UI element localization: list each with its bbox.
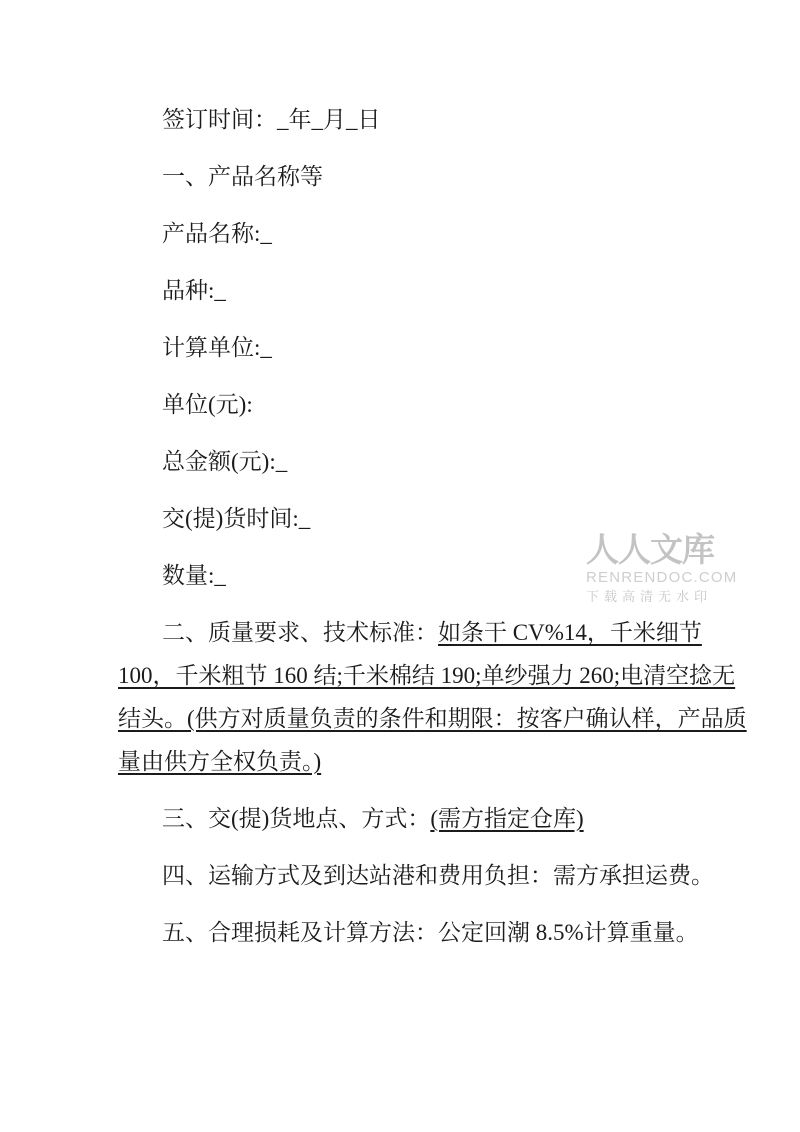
field-variety-paragraph: [118, 269, 747, 312]
section2-line-2: [118, 654, 747, 697]
sign-date-paragraph: [118, 98, 747, 141]
section5-line: 五、合理损耗及计算方法：公定回潮 8.5%计算重量。: [162, 920, 699, 945]
field-unit-price-paragraph: [118, 383, 747, 426]
field-total-amount-paragraph: [118, 440, 747, 483]
section5-paragraph: [118, 911, 747, 954]
section2-underlined-segment-2: 100，千米粗节 160 结;千米棉结 190;单纱强力 260;电清空捻无: [118, 663, 736, 688]
section2-line-3: [118, 697, 747, 740]
field-unit-price: 单位(元):: [162, 392, 253, 417]
section2-paragraph: [118, 611, 747, 783]
section1-heading-paragraph: [118, 155, 747, 198]
watermark-domain-text: RENRENDOC.COM: [586, 569, 738, 586]
field-quantity: 数量:_: [162, 563, 226, 588]
field-product-name: 产品名称:_: [162, 221, 272, 246]
section2-underlined-segment-3: 结头。(供方对质量负责的条件和期限：按客户确认样，产品质: [118, 706, 747, 731]
section3-lead: 三、交(提)货地点、方式：: [162, 806, 431, 831]
section4-line: 四、运输方式及到达站港和费用负担：需方承担运费。: [162, 863, 714, 888]
section3-underlined-segment: (需方指定仓库): [430, 806, 584, 831]
field-total-amount: 总金额(元):_: [162, 449, 288, 474]
field-unit-of-measure: 计算单位:_: [162, 335, 272, 360]
contract-body: [118, 98, 747, 968]
section2-line-4: [118, 740, 747, 783]
field-unit-of-measure-paragraph: [118, 326, 747, 369]
field-quantity-paragraph: [118, 554, 747, 597]
section3-paragraph: [118, 797, 747, 840]
watermark-logo-text: 人人文库: [586, 531, 714, 568]
watermark-tagline-text: 下载高清无水印: [586, 589, 713, 604]
field-delivery-time: 交(提)货时间:_: [162, 506, 311, 531]
field-delivery-time-paragraph: [118, 497, 747, 540]
section3-line: [118, 797, 747, 840]
section4-paragraph: [118, 854, 747, 897]
section2-line-1: [118, 611, 747, 654]
section1-heading: 一、产品名称等: [162, 164, 323, 189]
section2-underlined-segment-1: 如条干 CV%14，千米细节: [438, 620, 702, 645]
field-product-name-paragraph: [118, 212, 747, 255]
section2-underlined-segment-4: 量由供方全权负责。): [118, 749, 322, 774]
field-variety: 品种:_: [162, 278, 226, 303]
section2-lead: 二、质量要求、技术标准：: [162, 620, 438, 645]
sign-date-line: 签订时间：_年_月_日: [162, 107, 381, 132]
